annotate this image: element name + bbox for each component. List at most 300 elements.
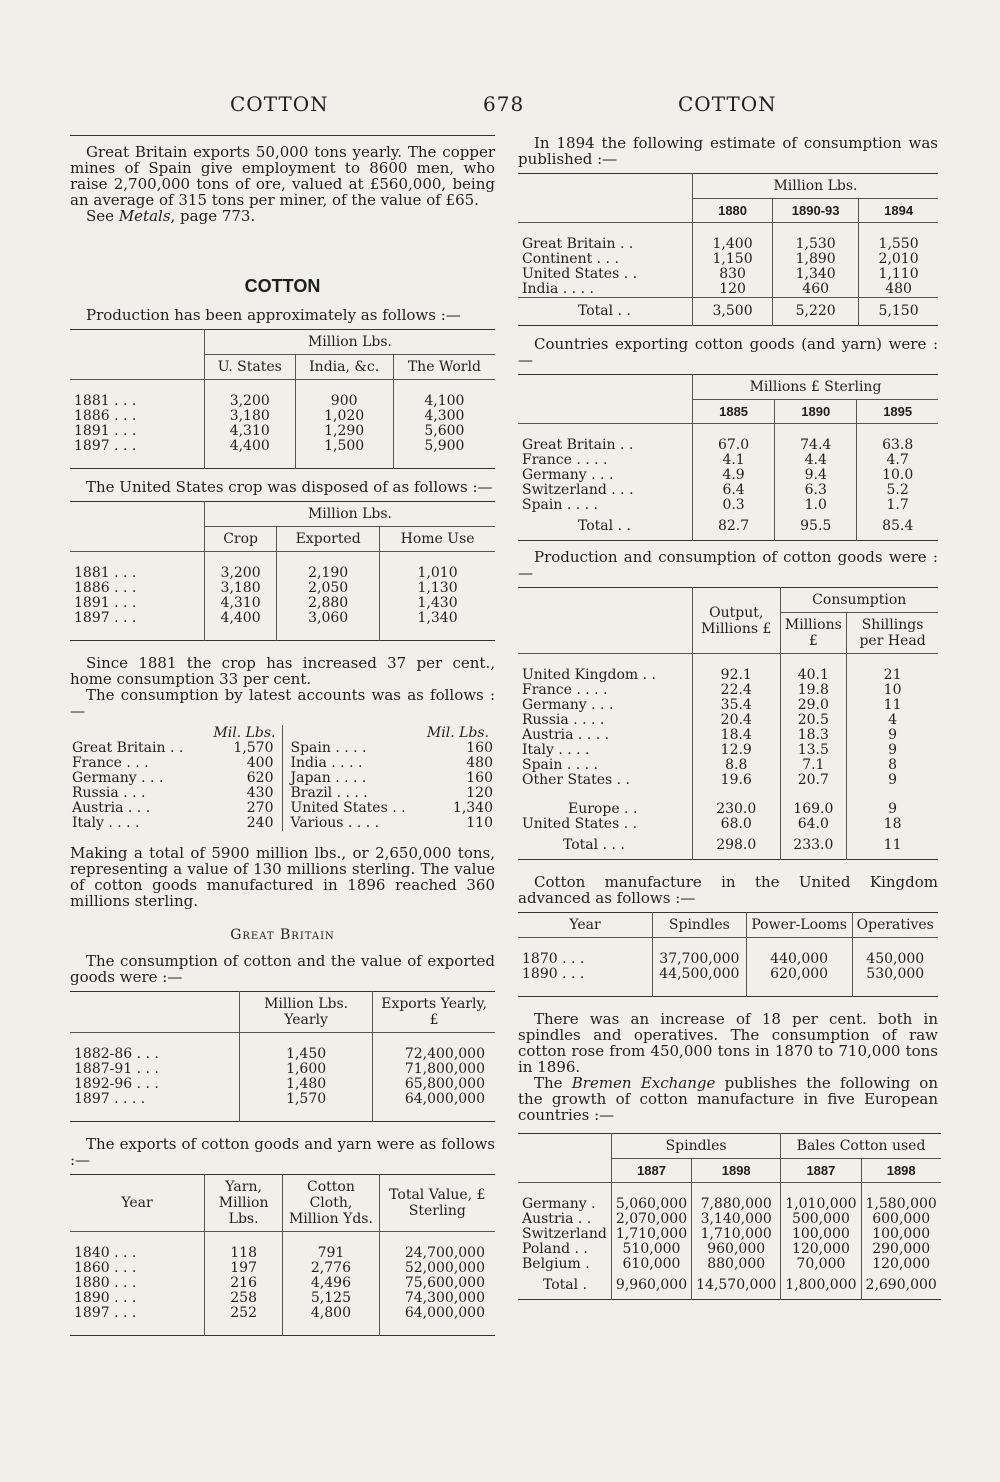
- col-header: Operatives: [852, 913, 938, 938]
- table-row: [518, 252, 938, 267]
- cell: 120: [693, 282, 773, 298]
- cell: 70,000: [781, 1257, 861, 1272]
- cell: 7,880,000: [692, 1197, 781, 1212]
- row-label: Continent . . .: [522, 251, 619, 267]
- cell: 63.8: [857, 438, 938, 453]
- table-row: [70, 394, 495, 409]
- cell: 3,200: [205, 394, 296, 409]
- cell: 11: [847, 832, 938, 860]
- cell: 4,300: [393, 409, 495, 424]
- row-label: Belgium .: [522, 1256, 590, 1272]
- cell: 5,220: [773, 298, 859, 326]
- cell: 3,200: [205, 566, 277, 581]
- row-label: 1886 . . .: [74, 580, 137, 596]
- row-label: United States . .: [522, 266, 638, 282]
- table-row: [518, 817, 938, 832]
- blank-header: [518, 174, 693, 223]
- table-row: [518, 773, 938, 788]
- country: Austria . . .: [72, 800, 151, 816]
- cell: 75,600,000: [379, 1276, 495, 1291]
- blank-header: [70, 330, 205, 380]
- col-header: Shillings per Head: [847, 613, 938, 654]
- cell: 1,010: [380, 566, 495, 581]
- exports-table: [70, 1174, 495, 1336]
- consumption-intro: The consumption by latest accounts was as follows :—: [70, 686, 495, 720]
- country: Germany . . .: [72, 770, 164, 786]
- page-number: 678: [483, 92, 525, 116]
- prodcons-table: [518, 587, 938, 860]
- cell: 258: [205, 1291, 283, 1306]
- table-row: [518, 267, 938, 282]
- value: 1,570: [233, 740, 274, 756]
- cell: 252: [205, 1306, 283, 1321]
- blank-header: [70, 502, 205, 552]
- cell: 6.3: [775, 483, 857, 498]
- running-head-left: COTTON: [230, 92, 329, 116]
- row-label: Total .: [543, 1277, 588, 1293]
- col-header: 1880: [693, 199, 773, 223]
- value: 120: [466, 785, 493, 801]
- col-header: Total Value, £ Sterling: [379, 1175, 495, 1232]
- cell: 600,000: [861, 1212, 941, 1227]
- blank-header: [70, 992, 240, 1033]
- cell: 3,500: [693, 298, 773, 326]
- row-label: France . . . .: [522, 452, 608, 468]
- group-header: Bales Cotton used: [781, 1134, 941, 1159]
- cell: 120,000: [861, 1257, 941, 1272]
- cell: 1,890: [773, 252, 859, 267]
- row-label: India . . . .: [522, 281, 594, 297]
- table-row: [518, 683, 938, 698]
- country: Brazil . . . .: [290, 785, 368, 801]
- cell: 5,060,000: [611, 1197, 691, 1212]
- cell: 5,600: [393, 424, 495, 439]
- cell: 4.7: [857, 453, 938, 468]
- list-item: [70, 741, 282, 756]
- since-paragraph: Since 1881 the crop has increased 37 per cent., home consumption 33 per cent.: [70, 654, 495, 688]
- col-header: Cotton Cloth, Million Yds.: [283, 1175, 379, 1232]
- table-row: [518, 713, 938, 728]
- row-label: 1897 . . .: [74, 1305, 137, 1321]
- consumption-right: [283, 725, 496, 831]
- cell: 1,340: [380, 611, 495, 626]
- cell: 95.5: [775, 513, 857, 541]
- cell: 1,580,000: [861, 1197, 941, 1212]
- row-label: 1897 . . .: [74, 438, 137, 454]
- row-label: Russia . . . .: [522, 712, 605, 728]
- cell: 510,000: [611, 1242, 691, 1257]
- total-row: [518, 1272, 941, 1300]
- row-label: Spain . . . .: [522, 757, 598, 773]
- cell: 100,000: [781, 1227, 861, 1242]
- row-label: United States . .: [522, 816, 638, 832]
- table-row: [70, 1062, 495, 1077]
- cell: 20.4: [693, 713, 781, 728]
- value: 270: [246, 800, 274, 816]
- cell: 2,690,000: [861, 1272, 941, 1300]
- cell: 1,800,000: [781, 1272, 861, 1300]
- cell: 20.7: [780, 773, 847, 788]
- cell: 3,140,000: [692, 1212, 781, 1227]
- row-label: 1897 . . .: [74, 610, 137, 626]
- col-header: Spindles: [653, 913, 747, 938]
- total-row: [518, 298, 938, 326]
- row-label: France . . . .: [522, 682, 608, 698]
- table-row: [518, 802, 938, 817]
- cell: 2,050: [277, 581, 380, 596]
- cell: 1,400: [693, 237, 773, 252]
- cell: 35.4: [693, 698, 781, 713]
- table-row: [518, 758, 938, 773]
- table-row: [518, 743, 938, 758]
- cell: 620,000: [746, 967, 852, 982]
- cell: 1,110: [859, 267, 938, 282]
- cell: 480: [859, 282, 938, 298]
- see-prefix: See: [86, 207, 119, 225]
- cell: 85.4: [857, 513, 938, 541]
- cell: 2,880: [277, 596, 380, 611]
- cell: 18: [847, 817, 938, 832]
- value: 160: [466, 740, 493, 756]
- intro-paragraph: Great Britain exports 50,000 tons yearly. The copper mines of Spain give employment to 8600 men, who raise 2,700,000 tons of ore, valued at £560,000, being an average of 315 tons per miner, of the value of £65.: [70, 143, 495, 209]
- cell: 37,700,000: [653, 952, 747, 967]
- cell: 1,010,000: [781, 1197, 861, 1212]
- table-row: [518, 1242, 941, 1257]
- increase-paragraph: There was an increase of 18 per cent. both in spindles and operatives. The consumption of raw cotton rose from 450,000 tons in 1870 to 710,000 tons in 1896.: [518, 1010, 938, 1076]
- table-row: [518, 453, 938, 468]
- row-label: United Kingdom . .: [522, 667, 656, 683]
- country: Russia . . .: [72, 785, 146, 801]
- cell: 4.4: [775, 453, 857, 468]
- table-row: [518, 498, 938, 513]
- unit-header: Mil. Lbs.: [426, 725, 489, 741]
- cell: 960,000: [692, 1242, 781, 1257]
- cell: 2,070,000: [611, 1212, 691, 1227]
- table-row: [518, 468, 938, 483]
- row-label: 1887-91 . . .: [74, 1061, 159, 1077]
- cell: 3,060: [277, 611, 380, 626]
- col-header: 1890-93: [773, 199, 859, 223]
- bremen-suffix: publishes the following on the growth of cotton manufacture in five European countries :—: [518, 1074, 938, 1124]
- see-reference: [70, 208, 495, 224]
- consumption-header: Consumption: [780, 588, 938, 613]
- cell: 65,800,000: [373, 1077, 495, 1092]
- table-row: [70, 566, 495, 581]
- bremen-table: [518, 1133, 941, 1300]
- cell: 6.4: [693, 483, 775, 498]
- col-header: U. States: [205, 355, 296, 380]
- list-item: [283, 801, 496, 816]
- cell: 10: [847, 683, 938, 698]
- table-row: [518, 728, 938, 743]
- row-label: Great Britain . .: [522, 236, 634, 252]
- prodcons-intro: Production and consumption of cotton goods were :—: [518, 548, 938, 582]
- list-item: [70, 756, 282, 771]
- cell: 8: [847, 758, 938, 773]
- row-label: 1890 . . .: [74, 1290, 137, 1306]
- cell: 74.4: [775, 438, 857, 453]
- cell: 880,000: [692, 1257, 781, 1272]
- country: Great Britain . .: [72, 740, 184, 756]
- table-row: [70, 424, 495, 439]
- blank-header: [518, 1134, 611, 1183]
- crop-table: [70, 501, 495, 641]
- value: 160: [466, 770, 493, 786]
- uk-table: [518, 912, 938, 997]
- table-row: [70, 596, 495, 611]
- exports-intro: The exports of cotton goods and yarn were as follows :—: [70, 1135, 495, 1169]
- cell: 4: [847, 713, 938, 728]
- group-header: Million Lbs.: [205, 502, 496, 527]
- col-header: Million Lbs. Yearly: [240, 992, 373, 1033]
- cell: 44,500,000: [653, 967, 747, 982]
- table-row: [518, 967, 938, 982]
- cell: 1,600: [240, 1062, 373, 1077]
- col-header: Year: [70, 1175, 205, 1232]
- table-row: [70, 1077, 495, 1092]
- cell: 64,000,000: [373, 1092, 495, 1107]
- exporting-table: [518, 374, 938, 541]
- row-label: Austria . . . .: [522, 727, 610, 743]
- cell: 169.0: [780, 802, 847, 817]
- cell: 791: [283, 1246, 379, 1261]
- value: 400: [246, 755, 274, 771]
- cell: 1,290: [295, 424, 393, 439]
- cell: 4,310: [205, 424, 296, 439]
- cell: 290,000: [861, 1242, 941, 1257]
- table-row: [70, 439, 495, 454]
- cell: 2,190: [277, 566, 380, 581]
- cell: 1.0: [775, 498, 857, 513]
- row-label: Germany . . .: [522, 467, 614, 483]
- value: 480: [466, 755, 493, 771]
- row-label: 1890 . . .: [522, 966, 585, 982]
- cell: 12.9: [693, 743, 781, 758]
- right-column: [518, 135, 938, 1308]
- table-row: [518, 668, 938, 683]
- row-label: 1891 . . .: [74, 423, 137, 439]
- cell: 1,710,000: [611, 1227, 691, 1242]
- table-row: [518, 1257, 941, 1272]
- cell: 500,000: [781, 1212, 861, 1227]
- row-label: 1881 . . .: [74, 565, 137, 581]
- col-header: Exported: [277, 527, 380, 552]
- table-row: [70, 1246, 495, 1261]
- production-intro: Production has been approximately as follows :—: [86, 306, 461, 324]
- cell: 100,000: [861, 1227, 941, 1242]
- cell: 120,000: [781, 1242, 861, 1257]
- country: Spain . . . .: [290, 740, 367, 756]
- row-label: 1860 . . .: [74, 1260, 137, 1276]
- country: United States . .: [290, 800, 406, 816]
- cell: 233.0: [780, 832, 847, 860]
- cell: 5,125: [283, 1291, 379, 1306]
- cell: 13.5: [780, 743, 847, 758]
- col-header: 1898: [692, 1159, 781, 1183]
- cell: 1,340: [773, 267, 859, 282]
- gb-intro: The consumption of cotton and the value of exported goods were :—: [70, 952, 495, 986]
- col-header: India, &c.: [295, 355, 393, 380]
- table-row: [70, 1291, 495, 1306]
- cell: 610,000: [611, 1257, 691, 1272]
- cell: 2,776: [283, 1261, 379, 1276]
- cell: 11: [847, 698, 938, 713]
- col-header: 1894: [859, 199, 938, 223]
- table-row: [518, 237, 938, 252]
- row-label: Total . .: [578, 303, 631, 319]
- cell: 8.8: [693, 758, 781, 773]
- cell: 1,570: [240, 1092, 373, 1107]
- cell: 92.1: [693, 668, 781, 683]
- row-label: Total . .: [578, 518, 631, 534]
- list-item: [70, 786, 282, 801]
- blank-header: [518, 375, 693, 424]
- cell: 40.1: [780, 668, 847, 683]
- section-title: COTTON: [244, 276, 321, 296]
- cell: 118: [205, 1246, 283, 1261]
- col-header: 1887: [781, 1159, 861, 1183]
- cell: 52,000,000: [379, 1261, 495, 1276]
- bremen-prefix: The: [534, 1074, 572, 1092]
- cell: 216: [205, 1276, 283, 1291]
- cell: 72,400,000: [373, 1047, 495, 1062]
- cell: 71,800,000: [373, 1062, 495, 1077]
- cell: 19.6: [693, 773, 781, 788]
- cell: 4,800: [283, 1306, 379, 1321]
- cell: 9: [847, 773, 938, 788]
- bremen-name: Bremen Exchange: [571, 1074, 716, 1092]
- cell: 9.4: [775, 468, 857, 483]
- col-header: Yarn, Million Lbs.: [205, 1175, 283, 1232]
- cell: 29.0: [780, 698, 847, 713]
- cell: 64.0: [780, 817, 847, 832]
- cell: 1,020: [295, 409, 393, 424]
- cell: 24,700,000: [379, 1246, 495, 1261]
- table-row: [70, 1306, 495, 1321]
- cell: 4.1: [693, 453, 775, 468]
- value: 430: [246, 785, 274, 801]
- cell: 4,310: [205, 596, 277, 611]
- row-label: 1882-86 . . .: [74, 1046, 159, 1062]
- list-item: [70, 801, 282, 816]
- cell: 830: [693, 267, 773, 282]
- row-label: 1880 . . .: [74, 1275, 137, 1291]
- row-label: Spain . . . .: [522, 497, 598, 513]
- cell: 1,150: [693, 252, 773, 267]
- group-header: Millions £ Sterling: [693, 375, 939, 400]
- list-item: [283, 741, 496, 756]
- list-item: [283, 786, 496, 801]
- row-label: Austria . .: [522, 1211, 592, 1227]
- value: 240: [246, 815, 274, 831]
- cell: 9: [847, 728, 938, 743]
- cell: 1,480: [240, 1077, 373, 1092]
- row-label: 1886 . . .: [74, 408, 137, 424]
- uk-intro: Cotton manufacture in the United Kingdom advanced as follows :—: [518, 873, 938, 907]
- cell: 3,180: [205, 409, 296, 424]
- cell: 21: [847, 668, 938, 683]
- row-label: Poland . .: [522, 1241, 588, 1257]
- total-paragraph: Making a total of 5900 million lbs., or 2,650,000 tons, representing a value of 130 millions sterling. The value of cotton goods manufactured in 1896 reached 360 millions sterling.: [70, 844, 495, 910]
- table-row: [70, 409, 495, 424]
- unit-header: Mil. Lbs.: [213, 725, 276, 741]
- see-ref: Metals: [118, 207, 171, 225]
- group-header: Million Lbs.: [205, 330, 496, 355]
- row-label: 1897 . . . .: [74, 1091, 146, 1107]
- list-item: [283, 816, 496, 831]
- cell: 1.7: [857, 498, 938, 513]
- cell: 20.5: [780, 713, 847, 728]
- cell: 82.7: [693, 513, 775, 541]
- gb-table: [70, 991, 495, 1122]
- group-header: Spindles: [611, 1134, 780, 1159]
- row-label: 1891 . . .: [74, 595, 137, 611]
- cell: 9,960,000: [611, 1272, 691, 1300]
- cell: 9: [847, 743, 938, 758]
- row-label: Germany .: [522, 1196, 596, 1212]
- output-header: Output, Millions £: [693, 588, 781, 654]
- cell: 18.3: [780, 728, 847, 743]
- cell: 9: [847, 802, 938, 817]
- col-header: Year: [518, 913, 653, 938]
- row-label: Other States . .: [522, 772, 631, 788]
- cell: 4.9: [693, 468, 775, 483]
- row-label: Great Britain . .: [522, 437, 634, 453]
- country: Japan . . . .: [290, 770, 367, 786]
- col-header: Home Use: [380, 527, 495, 552]
- col-header: The World: [393, 355, 495, 380]
- total-row: [518, 513, 938, 541]
- cell: 230.0: [693, 802, 781, 817]
- row-label: Switzerland: [522, 1226, 607, 1242]
- cell: 10.0: [857, 468, 938, 483]
- blank-header: [518, 588, 693, 654]
- consumption-left: [70, 725, 283, 831]
- country: France . . .: [72, 755, 149, 771]
- col-header: 1890: [775, 400, 857, 424]
- cell: 298.0: [693, 832, 781, 860]
- cell: 900: [295, 394, 393, 409]
- value: 1,340: [452, 800, 493, 816]
- cell: 440,000: [746, 952, 852, 967]
- list-item: [70, 816, 282, 831]
- row-label: Europe . .: [568, 801, 638, 817]
- cell: 14,570,000: [692, 1272, 781, 1300]
- list-item: [283, 756, 496, 771]
- row-label: Italy . . . .: [522, 742, 590, 758]
- cell: 460: [773, 282, 859, 298]
- exporting-intro: Countries exporting cotton goods (and yarn) were :—: [518, 335, 938, 369]
- col-header: Millions £: [780, 613, 847, 654]
- crop-intro: The United States crop was disposed of as follows :—: [86, 478, 493, 496]
- cell: 1,500: [295, 439, 393, 454]
- left-column: [70, 135, 495, 1344]
- table-row: [518, 282, 938, 298]
- cell: 1,430: [380, 596, 495, 611]
- col-header: 1885: [693, 400, 775, 424]
- cell: 1,130: [380, 581, 495, 596]
- table-row: [518, 1227, 941, 1242]
- cell: 1,530: [773, 237, 859, 252]
- running-head-right: COTTON: [678, 92, 777, 116]
- table-row: [518, 698, 938, 713]
- total-row: [518, 832, 938, 860]
- table-row: [70, 581, 495, 596]
- country: India . . . .: [290, 755, 363, 771]
- table-row: [518, 952, 938, 967]
- col-header: 1887: [611, 1159, 691, 1183]
- table-row: [518, 483, 938, 498]
